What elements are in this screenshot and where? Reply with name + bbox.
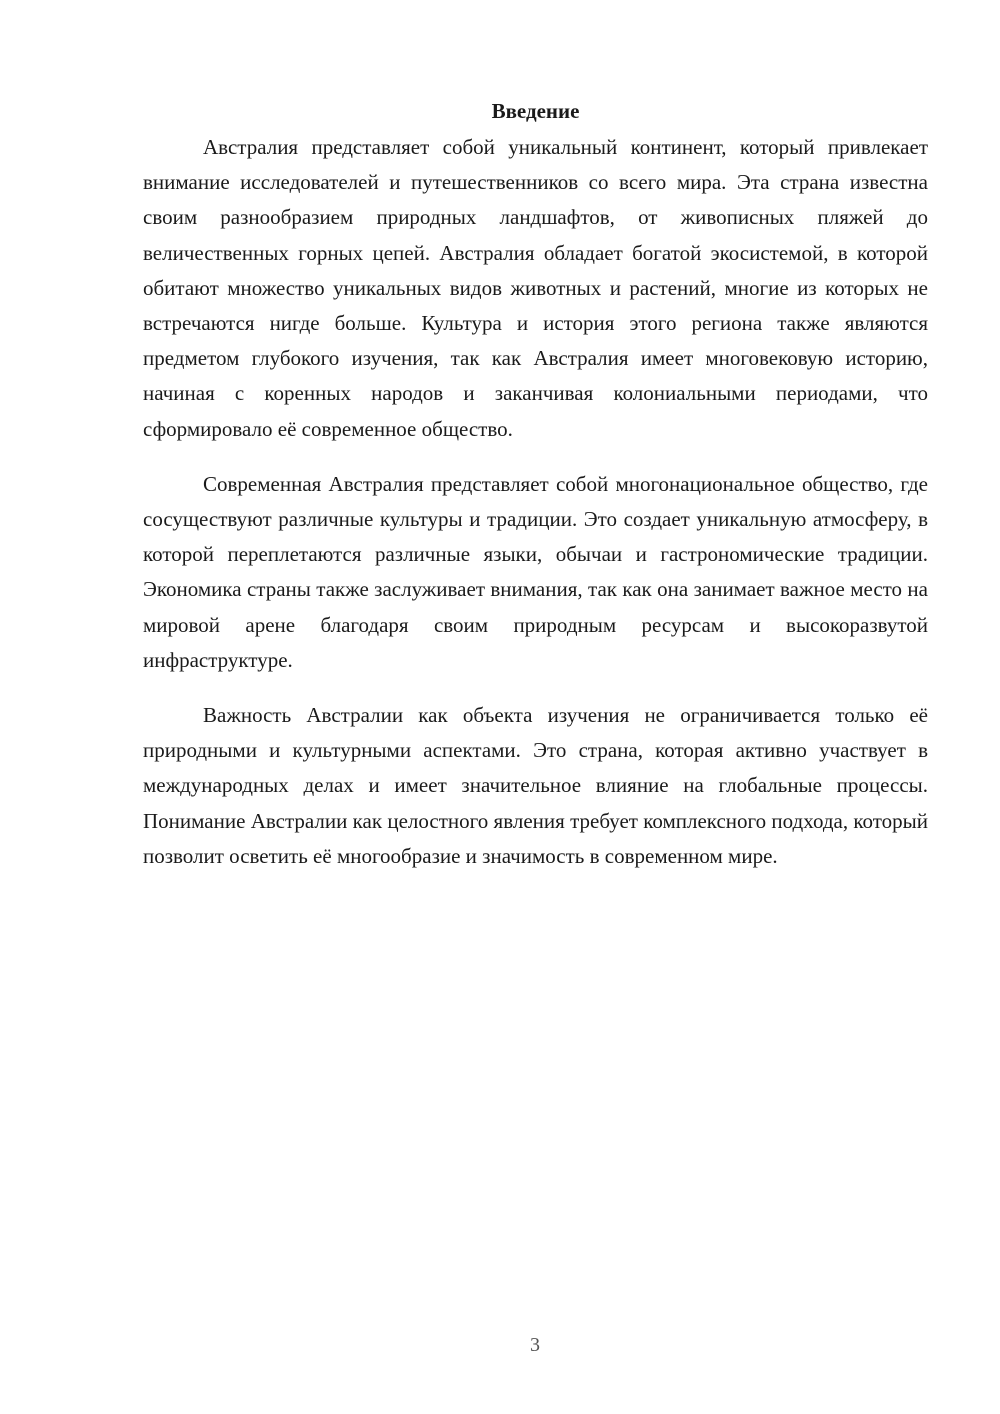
page-content [143,96,928,894]
paragraph-2: Современная Австралия представляет собой многонациональное общество, где сосуществуют различные культуры и традиции. Это создает уникальную атмосферу, в которой переплетаются различные языки, обычаи и гастрономические традиции. Экономика страны также заслуживает внимания, так как она занимает важное место на мировой арене благодаря своим природным ресурсам и высокоразвутой инфраструктуре. [143,471,928,672]
paragraph-3: Важность Австралии как объекта изучения не ограничивается только её природными и культурными аспектами. Это страна, которая активно участвует в международных делах и имеет значительное влияние на глобальные процессы. Понимание Австралии как целостного явления требует комплексного подхода, который позволит осветить её многообразие и значимость в современном мире. [143,703,928,868]
section-title: Введение [491,99,580,123]
paragraph-1: Австралия представляет собой уникальный континент, который привлекает внимание исследователей и путешественников со всего мира. Эта страна известна своим разнообразием природных ландшафтов, от живописных пляжей до величественных горных цепей. Австралия обладает богатой экосистемой, в которой обитают множество уникальных видов животных и растений, многие из которых не встречаются нигде больше. Культура и история этого региона также являются предметом глубокого изучения, так как Австралия имеет многовековую историю, начиная с коренных народов и заканчивая колониальными периодами, что сформировало её современное общество. [143,135,928,441]
page-number: 3 [530,1334,540,1356]
